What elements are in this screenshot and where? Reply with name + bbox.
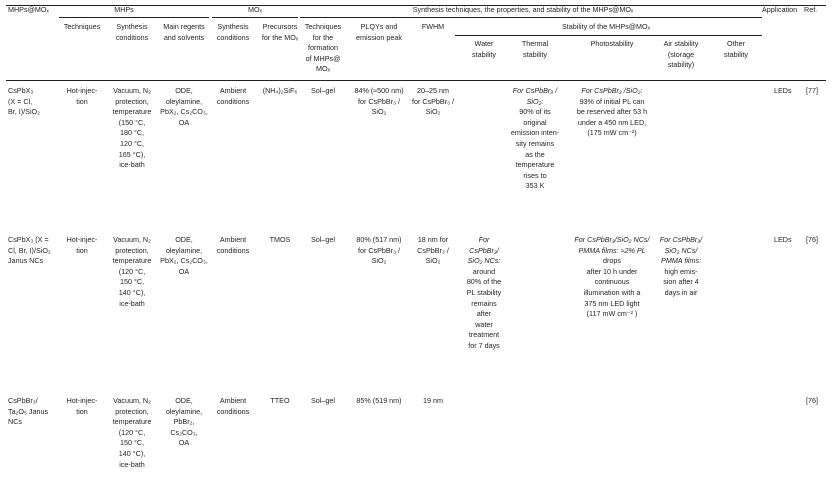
cell-air-stability: PMMA films: xyxy=(661,256,702,266)
header-other-stability: Other xyxy=(727,39,745,48)
table-top-rule xyxy=(6,5,826,6)
cell-air-stability: days in air xyxy=(664,288,698,297)
header-application: Application xyxy=(762,5,798,14)
cell-techniques: Hot-injec- xyxy=(66,396,98,405)
header-ref: Ref. xyxy=(804,5,818,14)
cell-plqys: 85% (519 nm) xyxy=(356,396,402,405)
cell-ref: [77] xyxy=(806,86,818,95)
cell-thermal-stability: original xyxy=(523,117,547,127)
header-synthesis-conditions: conditions xyxy=(115,32,149,42)
cell-air-stability: high emis- xyxy=(664,266,698,276)
cell-synthesis-conditions: 140 °C), xyxy=(118,288,146,297)
cell-ref: [76] xyxy=(806,396,818,405)
cell-synthesis-conditions: (120 °C, xyxy=(118,427,146,437)
cell-mhps-mox: NCs xyxy=(8,417,22,427)
cell-synthesis-conditions: temperature xyxy=(112,256,152,266)
cell-plqys: SiO₂ xyxy=(371,256,387,266)
header-formation-techniques: MOₓ xyxy=(316,64,330,74)
header-plqys: PLQYs and xyxy=(360,22,398,31)
cell-photostability: For CsPbBr₃/SiO₂ NCs/ xyxy=(574,235,650,244)
cell-synthesis-conditions: Vacuum, N₂ xyxy=(113,86,151,95)
cell-water-stability: remains xyxy=(471,298,497,308)
cell-synthesis-conditions: (150 °C, xyxy=(118,117,146,127)
cell-synthesis-conditions: 120 °C, xyxy=(119,139,145,148)
cell-synthesis-conditions: protection, xyxy=(115,245,149,255)
cell-air-stability: sion after 4 xyxy=(663,277,699,287)
header-main-regents: Main regents xyxy=(163,22,205,31)
cell-fwhm: for CsPbBr₃ / xyxy=(411,96,455,106)
cell-main-regents: ODE, xyxy=(175,396,193,405)
cell-main-regents: OA xyxy=(178,438,190,448)
header-water-stability: Water xyxy=(474,39,494,48)
cell-synthesis-conditions: ice-bath xyxy=(119,459,145,469)
cell-mox-conditions: conditions xyxy=(216,96,250,106)
cell-thermal-stability: temperature xyxy=(515,160,555,170)
header-photostability: Photostability xyxy=(590,39,634,48)
cell-water-stability: For xyxy=(478,235,490,244)
cell-water-stability: 80% of the xyxy=(466,277,502,287)
header-mox-synthesis-conditions: conditions xyxy=(216,32,250,42)
cell-mox-conditions: conditions xyxy=(216,406,250,416)
header-mhps-mox: MHPs@MOₓ xyxy=(8,5,49,14)
cell-thermal-stability: rises to xyxy=(523,170,547,180)
cell-mhps-mox: Ta₂O₅ Janus xyxy=(8,406,49,416)
header-plqys: emission peak xyxy=(356,32,402,42)
cell-synthesis-conditions: 150 °C, xyxy=(119,438,145,448)
cell-water-stability: water xyxy=(475,319,493,329)
cell-fwhm: SiO₂ xyxy=(425,107,441,117)
cell-water-stability: treatment xyxy=(468,330,500,340)
cell-mox-conditions: Ambient xyxy=(219,396,247,405)
cell-fwhm: 18 nm for xyxy=(417,235,449,244)
cell-photostability: after 10 h under xyxy=(586,266,638,276)
cell-main-regents: PbBr₂, xyxy=(173,417,195,427)
cell-application: LEDs xyxy=(774,86,792,95)
header-fwhm: FWHM xyxy=(421,22,445,31)
cell-mhps-mox: Janus NCs xyxy=(8,256,44,266)
cell-main-regents: OA xyxy=(178,117,190,127)
cell-mox-conditions: conditions xyxy=(216,245,250,255)
header-synthesis-conditions: Synthesis xyxy=(116,22,148,31)
header-formation-techniques: for the xyxy=(312,32,334,42)
cell-techniques: Hot-injec- xyxy=(66,86,98,95)
cell-synthesis-conditions: 165 °C), xyxy=(118,149,146,159)
cell-synthesis-conditions: ice-bath xyxy=(119,298,145,308)
cell-main-regents: oleylamine, xyxy=(165,96,203,106)
header-air-stability: stability) xyxy=(667,60,695,70)
cell-plqys: SiO₂ xyxy=(371,107,387,117)
header-air-stability: (storage xyxy=(667,49,695,59)
cell-photostability: under a 450 nm LED, xyxy=(577,117,647,127)
cell-mhps-mox: Cl, Br, I)/SiO₂ xyxy=(8,245,51,255)
cell-thermal-stability: 353 K xyxy=(525,181,545,191)
cell-main-regents: PbX₂, Cs₂CO₃, xyxy=(160,256,208,266)
cell-synthesis-conditions: protection, xyxy=(115,406,149,416)
cell-mhps-mox: CsPbBr₃/ xyxy=(8,396,38,405)
header-main-regents: and solvents xyxy=(163,32,205,42)
header-mhps: MHPs xyxy=(114,5,134,14)
cell-synthesis-conditions: protection, xyxy=(115,96,149,106)
header-precursors: for the MOₓ xyxy=(261,32,299,42)
cell-precursors: (NH₄)₂SiF₆ xyxy=(262,86,298,95)
cell-application: LEDs xyxy=(774,235,792,244)
header-rule-synthesis xyxy=(300,17,762,18)
header-rule-mox xyxy=(212,17,298,18)
cell-techniques: Hot-injec- xyxy=(66,235,98,244)
cell-main-regents: oleylamine, xyxy=(165,406,203,416)
cell-water-stability: CsPbBr₃/ xyxy=(469,245,499,255)
cell-plqys: for CsPbBr₃ / xyxy=(357,245,401,255)
header-mox: MOₓ xyxy=(248,5,262,14)
cell-precursors: TMOS xyxy=(269,235,291,244)
cell-water-stability: SiO₂ NCs: xyxy=(467,256,501,266)
cell-photostability: illumination with a xyxy=(583,288,641,297)
cell-ref: [76] xyxy=(806,235,818,244)
cell-mhps-mox: Br, I)/SiO₂ xyxy=(8,107,40,117)
cell-plqys: for CsPbBr₃ / xyxy=(357,96,401,106)
cell-main-regents: PbX₂, Cs₂CO₃, xyxy=(160,107,208,117)
header-thermal-stability: Thermal xyxy=(521,39,549,48)
cell-water-stability: around xyxy=(472,266,496,276)
cell-synthesis-conditions: Vacuum, N₂ xyxy=(113,396,151,405)
cell-precursors: TTEO xyxy=(270,396,290,405)
header-other-stability: stability xyxy=(724,49,748,59)
cell-water-stability: after xyxy=(476,309,492,319)
cell-main-regents: ODE, xyxy=(175,86,193,95)
header-rule-mhps xyxy=(59,17,209,18)
cell-mhps-mox: CsPbX₃ (X = xyxy=(8,235,49,244)
cell-main-regents: Cs₂CO₃, xyxy=(170,427,198,437)
header-rule-stability xyxy=(455,35,762,36)
header-stability-group: Stability of the MHPs@MOₓ xyxy=(562,22,650,31)
cell-water-stability: PL stability xyxy=(466,288,502,297)
header-water-stability: stability xyxy=(472,49,496,59)
cell-synthesis-conditions: ice-bath xyxy=(119,160,145,170)
cell-plqys: 84% (≈500 nm) xyxy=(354,86,404,95)
cell-thermal-stability: For CsPbBr₃ / xyxy=(512,86,558,95)
cell-synthesis-conditions: 180 °C, xyxy=(119,128,145,138)
cell-photostability: be reserved after 53 h xyxy=(576,107,648,117)
cell-photostability: continuous xyxy=(594,277,630,287)
cell-formation: Sol–gel xyxy=(311,235,335,244)
cell-main-regents: ODE, xyxy=(175,235,193,244)
cell-main-regents: OA xyxy=(178,266,190,276)
cell-thermal-stability: sity remains xyxy=(515,139,555,148)
cell-synthesis-conditions: 140 °C), xyxy=(118,449,146,458)
cell-photostability: 375 nm LED light xyxy=(584,298,640,308)
header-formation-techniques: of MHPs@ xyxy=(305,53,341,63)
cell-water-stability: for 7 days xyxy=(468,341,500,350)
header-mox-synthesis-conditions: Synthesis xyxy=(217,22,249,31)
cell-formation: Sol–gel xyxy=(311,86,335,95)
cell-fwhm: SiO₂ xyxy=(425,256,441,266)
cell-techniques: tion xyxy=(76,406,88,416)
cell-photostability: 93% of initial PL can xyxy=(579,96,645,106)
cell-photostability: (117 mW cm⁻² ) xyxy=(586,309,638,319)
cell-photostability: (175 mW cm⁻²) xyxy=(587,128,637,138)
cell-mox-conditions: Ambient xyxy=(219,86,247,95)
cell-synthesis-conditions: (120 °C, xyxy=(118,266,146,276)
header-precursors: Precursors xyxy=(262,22,298,31)
cell-thermal-stability: emission inten- xyxy=(510,128,560,138)
cell-techniques: tion xyxy=(76,245,88,255)
header-techniques: Techniques xyxy=(63,22,101,31)
cell-fwhm: CsPbBr₃ / xyxy=(417,245,449,255)
header-synthesis-group: Synthesis techniques, the properties, and stability of the MHPs@MOₓ xyxy=(412,5,634,14)
cell-fwhm: 19 nm xyxy=(423,396,443,405)
cell-synthesis-conditions: Vacuum, N₂ xyxy=(113,235,151,244)
cell-photostability: PMMA films: ≈2% PL xyxy=(578,245,646,255)
cell-mox-conditions: Ambient xyxy=(219,235,247,244)
cell-thermal-stability: 90% of its xyxy=(519,107,551,117)
cell-air-stability: For CsPbBr₃/ xyxy=(659,235,703,244)
cell-techniques: tion xyxy=(76,96,88,106)
cell-plqys: 80% (517 nm) xyxy=(356,235,402,244)
cell-fwhm: 20–25 nm xyxy=(417,86,449,95)
cell-formation: Sol–gel xyxy=(311,396,335,405)
header-bottom-rule xyxy=(6,80,826,81)
cell-thermal-stability: SiO₂: xyxy=(526,96,544,106)
header-formation-techniques: Techniques xyxy=(304,22,342,31)
header-air-stability: Air stability xyxy=(663,39,699,48)
cell-synthesis-conditions: 150 °C, xyxy=(119,277,145,287)
cell-photostability: drops xyxy=(603,256,621,266)
header-thermal-stability: stability xyxy=(523,49,547,59)
cell-synthesis-conditions: temperature xyxy=(112,107,152,117)
cell-thermal-stability: as the xyxy=(525,149,545,159)
cell-mhps-mox: (X = Cl, xyxy=(8,96,33,106)
header-formation-techniques: formation xyxy=(308,43,338,53)
cell-main-regents: oleylamine, xyxy=(165,245,203,255)
cell-photostability: For CsPbBr₃ /SiO₂: xyxy=(581,86,643,95)
cell-air-stability: SiO₂ NCs/ xyxy=(664,245,698,255)
cell-synthesis-conditions: temperature xyxy=(112,417,152,427)
cell-mhps-mox: CsPbX₃ xyxy=(8,86,34,95)
